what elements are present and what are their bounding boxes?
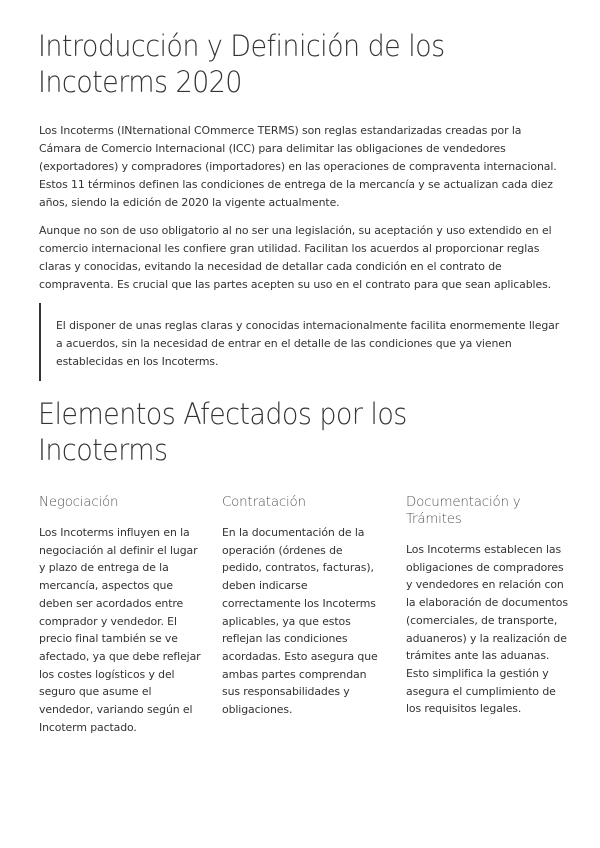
elements-title: Elementos Afectados por los Incoterms bbox=[38, 397, 407, 467]
column-text: Los Incoterms influyen en la negociación al definir el lugar y plazo de entrega de la mercancía, aspectos que deben ser acordados entre comprador y vendedor. El precio final también se ve afectado, ya que debe reflejar los costes logísticos y del seguro que asume el vendedor, variando según el Incoterm pactado. bbox=[39, 526, 201, 734]
column-text: Los Incoterms establecen las obligaciones de compradores y vendedores en relación con la elaboración de documentos (comerciales, de transporte, aduaneros) y la realización de trámites ante las aduanas. Esto simplifica la gestión y asegura el cumplimiento de los requisitos legales. bbox=[406, 543, 568, 716]
intro-paragraph-2: Aunque no son de uso obligatorio al no ser una legislación, su aceptación y uso extendido en el comercio internacional les confiere gran utilidad. Facilitan los acuerdos al proporcionar reglas claras y conocidas, evitando la necesidad de detallar cada condición en el contrato de compraventa. Es crucial que las partes acepten su uso en el contrato para que sean aplicables. bbox=[39, 224, 552, 291]
column-heading: Documentación y Trámites bbox=[406, 495, 521, 527]
column-documentacion bbox=[406, 494, 568, 718]
column-contratacion bbox=[222, 494, 384, 719]
column-text: En la documentación de la operación (órdenes de pedido, contratos, facturas), deben indicarse correctamente los Incoterms aplicables, ya que estos reflejan las condiciones acordadas. Esto asegura que ambas partes comprendan sus responsabilidades y obligaciones. bbox=[222, 526, 378, 717]
column-negociacion bbox=[39, 494, 201, 736]
intro-paragraph-1: Los Incoterms (INternational COmmerce TERMS) son reglas estandarizadas creadas por la Cámara de Comercio Internacional (ICC) para delimitar las obligaciones de vendedores (exportadores) y compradores (importadores) en las operaciones de compraventa internacional. Estos 11 términos definen las condiciones de entrega de la mercancía y se actualizan cada diez años, siendo la edición de 2020 la vigente actualmente. bbox=[39, 124, 557, 209]
intro-title: Introducción y Definición de los Incoterms 2020 bbox=[38, 29, 445, 99]
column-heading: Negociación bbox=[39, 495, 119, 510]
column-heading: Contratación bbox=[222, 495, 306, 510]
intro-quote: El disponer de unas reglas claras y conocidas internacionalmente facilita enormemente llegar a acuerdos, sin la necesidad de entrar en el detalle de las condiciones que ya vienen establecidas en los Incoterms. bbox=[39, 303, 561, 381]
